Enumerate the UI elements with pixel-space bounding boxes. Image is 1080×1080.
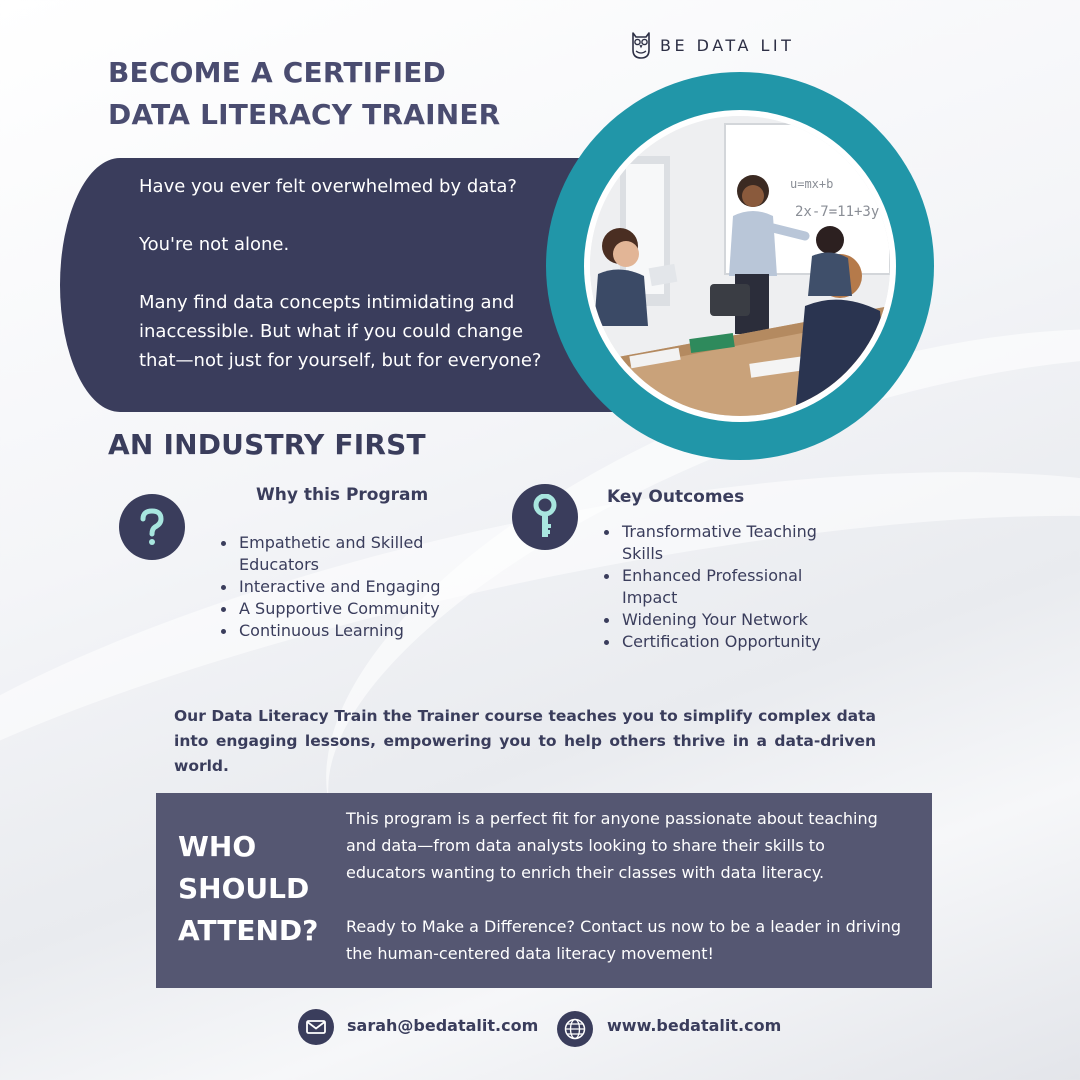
question-icon bbox=[119, 494, 185, 560]
list-item: Empathetic and Skilled Educators bbox=[221, 532, 461, 576]
page-title bbox=[108, 52, 500, 136]
who-should-attend-text bbox=[346, 805, 906, 967]
brand-logo[interactable] bbox=[630, 30, 794, 60]
email-icon[interactable] bbox=[298, 1009, 334, 1045]
globe-glyph bbox=[564, 1018, 586, 1040]
envelope-glyph bbox=[306, 1020, 326, 1034]
whiteboard-text: 2x-7=11+3y bbox=[795, 204, 880, 220]
email-link[interactable]: sarah@bedatalit.com bbox=[347, 1016, 539, 1035]
key-outcomes-title: Key Outcomes bbox=[607, 487, 745, 507]
call-to-action: Ready to Make a Difference? Contact us now to be a leader in driving the human-centered data literacy movement! bbox=[346, 917, 902, 963]
intro-text bbox=[139, 172, 559, 375]
website-link[interactable]: www.bedatalit.com bbox=[607, 1016, 782, 1035]
who-should-attend-title bbox=[178, 826, 338, 952]
section-title: AN INDUSTRY FIRST bbox=[108, 428, 426, 461]
intro-reassurance: You're not alone. bbox=[139, 234, 290, 255]
list-item: Transformative Teaching Skills bbox=[604, 521, 844, 565]
list-item: Continuous Learning bbox=[221, 620, 461, 642]
key-icon bbox=[512, 484, 578, 550]
intro-pitch: Many find data concepts intimidating and inaccessible. But what if you could change that—not just for yourself, but for everyone? bbox=[139, 292, 542, 371]
list-item: Widening Your Network bbox=[604, 609, 844, 631]
course-summary: Our Data Literacy Train the Trainer course teaches you to simplify complex data into engaging lessons, empowering you to help others thrive in a data-driven world. bbox=[174, 707, 876, 775]
classroom-photo bbox=[590, 116, 890, 416]
why-program-title: Why this Program bbox=[256, 485, 429, 505]
list-item: Interactive and Engaging bbox=[221, 576, 461, 598]
intro-question: Have you ever felt overwhelmed by data? bbox=[139, 176, 517, 197]
globe-icon[interactable] bbox=[557, 1011, 593, 1047]
brand-name: BE DATA LIT bbox=[660, 35, 795, 55]
page-title-line: BECOME A CERTIFIED bbox=[108, 56, 446, 89]
why-program-list bbox=[221, 532, 461, 642]
classroom-illustration bbox=[590, 116, 890, 416]
page-title-line: DATA LITERACY TRAINER bbox=[108, 98, 501, 131]
whiteboard-text: u=mx+b bbox=[790, 177, 834, 191]
who-title-line: ATTEND? bbox=[178, 914, 319, 947]
list-item: Enhanced Professional Impact bbox=[604, 565, 844, 609]
audience-description: This program is a perfect fit for anyone passionate about teaching and data—from data analysts looking to share their skills to educators wanting to enrich their classes with data literacy. bbox=[346, 809, 878, 882]
list-item: A Supportive Community bbox=[221, 598, 461, 620]
question-mark-glyph bbox=[137, 507, 167, 547]
who-title-line: WHO bbox=[178, 830, 257, 863]
list-item: Certification Opportunity bbox=[604, 631, 844, 653]
key-outcomes-list bbox=[604, 521, 844, 653]
who-title-line: SHOULD bbox=[178, 872, 310, 905]
key-glyph bbox=[532, 494, 558, 540]
photo-frame bbox=[546, 72, 934, 460]
photo-border bbox=[584, 110, 896, 422]
owl-icon bbox=[630, 30, 652, 60]
